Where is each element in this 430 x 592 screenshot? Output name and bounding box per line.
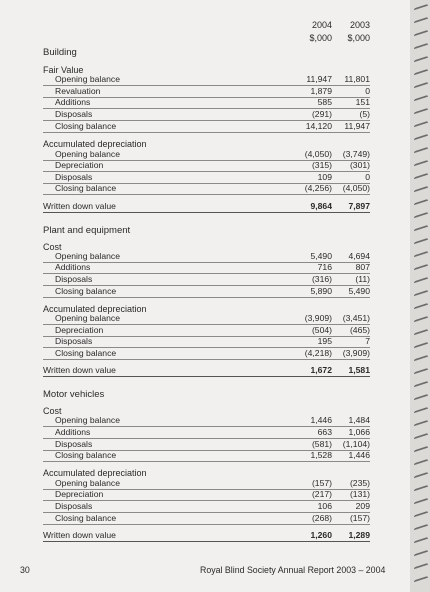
binding-coil xyxy=(414,316,428,327)
binding-coil xyxy=(414,576,428,587)
binding-coil xyxy=(414,160,428,171)
row-label: Closing balance xyxy=(55,121,117,131)
binding-coil xyxy=(414,251,428,262)
row-label: Opening balance xyxy=(55,251,120,261)
binding-coil xyxy=(414,524,428,535)
row-label: Additions xyxy=(55,427,91,437)
binding-coil xyxy=(414,277,428,288)
value-2004: 195 xyxy=(317,336,332,346)
value-2004: 14,120 xyxy=(305,121,332,131)
value-2003: (3,749) xyxy=(342,149,370,159)
value-2003: 0 xyxy=(365,86,370,96)
value-2003: 4,694 xyxy=(348,251,370,261)
row-label: Disposals xyxy=(55,439,93,449)
footer-title: Royal Blind Society Annual Report 2003 – 2004 xyxy=(200,565,386,575)
written-down-value-row xyxy=(43,365,370,377)
value-2004: 109 xyxy=(317,172,332,182)
binding-coil xyxy=(414,186,428,197)
binding-coil xyxy=(414,199,428,210)
binding-coil xyxy=(414,17,428,28)
binding-coil xyxy=(414,433,428,444)
binding-coil xyxy=(414,147,428,158)
value-2004: (3,909) xyxy=(304,313,332,323)
row-label: Additions xyxy=(55,97,91,107)
table-row xyxy=(43,415,370,427)
subsection-title-accumulated-depreciation: Accumulated depreciation xyxy=(43,139,147,149)
value-2004: (4,050) xyxy=(304,149,332,159)
value-2004: 11,947 xyxy=(306,74,332,84)
row-label: Written down value xyxy=(43,365,116,375)
binding-coil xyxy=(414,43,428,54)
subsection-title-fair-value: Fair Value xyxy=(43,65,84,75)
value-2004: (315) xyxy=(311,160,332,170)
value-2003: (3,909) xyxy=(342,348,370,358)
table-row xyxy=(43,348,370,360)
table-row xyxy=(43,262,370,274)
value-2004: 716 xyxy=(317,262,332,272)
binding-coil xyxy=(414,56,428,67)
table-row xyxy=(43,450,370,462)
value-2003: 11,801 xyxy=(344,74,370,84)
row-label: Closing balance xyxy=(55,450,117,460)
binding-coil xyxy=(414,225,428,236)
row-label: Opening balance xyxy=(55,313,120,323)
binding-coil xyxy=(414,134,428,145)
row-label: Depreciation xyxy=(55,160,104,170)
subsection-title-cost: Cost xyxy=(43,242,62,252)
value-2003: 11,947 xyxy=(344,121,370,131)
value-2003: (235) xyxy=(349,478,370,488)
binding-coil xyxy=(414,121,428,132)
value-2003: 7 xyxy=(365,336,370,346)
row-label: Opening balance xyxy=(55,415,120,425)
binding-coil xyxy=(414,82,428,93)
value-2003: 1,289 xyxy=(348,530,370,540)
row-label: Written down value xyxy=(43,201,116,211)
table-row xyxy=(43,97,370,109)
value-2004: (157) xyxy=(311,478,332,488)
table-row xyxy=(43,427,370,439)
value-2004: 1,879 xyxy=(310,86,332,96)
table-row xyxy=(43,274,370,286)
subsection-title-accumulated-depreciation: Accumulated depreciation xyxy=(43,304,147,314)
binding-coil xyxy=(414,303,428,314)
value-2004: (504) xyxy=(311,325,332,335)
value-2004: (4,218) xyxy=(304,348,332,358)
value-2003: 1,581 xyxy=(348,365,370,375)
value-2003: (157) xyxy=(349,513,370,523)
value-2003: (301) xyxy=(349,160,370,170)
value-2003: (4,050) xyxy=(342,183,370,193)
value-2004: (291) xyxy=(311,109,332,119)
binding-coil xyxy=(414,355,428,366)
value-2004: (4,256) xyxy=(304,183,332,193)
value-2004: 1,672 xyxy=(310,365,332,375)
row-label: Disposals xyxy=(55,109,93,119)
binding-coil xyxy=(414,394,428,405)
column-header-2004: 2004 xyxy=(311,20,332,30)
column-unit-2003: $,000 xyxy=(347,33,370,43)
table-row xyxy=(43,286,370,298)
value-2003: 151 xyxy=(355,97,370,107)
row-label: Depreciation xyxy=(55,489,104,499)
binding-coil xyxy=(414,329,428,340)
value-2004: 1,260 xyxy=(310,530,332,540)
section-title-motor-vehicles: Motor vehicles xyxy=(43,389,105,400)
value-2003: 807 xyxy=(355,262,370,272)
table-row xyxy=(43,160,370,172)
row-label: Revaluation xyxy=(55,86,101,96)
binding-coil xyxy=(414,238,428,249)
binding-coil xyxy=(414,342,428,353)
binding-coil xyxy=(414,108,428,119)
value-2003: 7,897 xyxy=(348,201,370,211)
value-2003: (11) xyxy=(355,274,370,284)
row-label: Disposals xyxy=(55,172,93,182)
value-2003: (131) xyxy=(349,489,370,499)
table-row xyxy=(43,183,370,195)
value-2004: (581) xyxy=(311,439,332,449)
column-unit-2004: $,000 xyxy=(309,33,332,43)
binding-coil xyxy=(414,212,428,223)
binding-coil xyxy=(414,537,428,548)
row-label: Disposals xyxy=(55,336,93,346)
row-label: Closing balance xyxy=(55,348,117,358)
value-2003: 1,484 xyxy=(348,415,370,425)
binding-coil xyxy=(414,420,428,431)
written-down-value-row xyxy=(43,201,370,213)
binding-coil xyxy=(414,264,428,275)
binding-coil xyxy=(414,407,428,418)
value-2004: (316) xyxy=(311,274,332,284)
binding-coil xyxy=(414,173,428,184)
value-2003: 209 xyxy=(355,501,370,511)
value-2003: (3,451) xyxy=(342,313,370,323)
row-label: Closing balance xyxy=(55,286,117,296)
value-2003: (465) xyxy=(349,325,370,335)
row-label: Opening balance xyxy=(55,149,120,159)
table-row xyxy=(43,109,370,121)
row-label: Written down value xyxy=(43,530,116,540)
binding-coil xyxy=(414,30,428,41)
value-2004: 1,528 xyxy=(310,450,332,460)
table-row xyxy=(43,121,370,133)
subsection-title-cost: Cost xyxy=(43,406,62,416)
row-label: Opening balance xyxy=(55,478,120,488)
value-2004: (217) xyxy=(311,489,332,499)
table-row xyxy=(43,501,370,513)
binding-coil xyxy=(414,459,428,470)
table-row xyxy=(43,489,370,501)
binding-coil xyxy=(414,550,428,561)
binding-coil xyxy=(414,290,428,301)
value-2004: 1,446 xyxy=(310,415,332,425)
binding-coil xyxy=(414,368,428,379)
section-title-plant-and-equipment: Plant and equipment xyxy=(43,225,131,236)
binding-coil xyxy=(414,485,428,496)
binding-coil xyxy=(414,563,428,574)
row-label: Depreciation xyxy=(55,325,104,335)
section-title-building: Building xyxy=(43,47,77,58)
binding-coil xyxy=(414,95,428,106)
value-2004: 663 xyxy=(317,427,332,437)
binding-coil xyxy=(414,446,428,457)
row-label: Opening balance xyxy=(55,74,120,84)
binding-coil xyxy=(414,498,428,509)
table-row xyxy=(43,74,370,86)
written-down-value-row xyxy=(43,530,370,542)
value-2003: (1,104) xyxy=(342,439,370,449)
value-2003: (5) xyxy=(359,109,370,119)
page-number: 30 xyxy=(20,565,30,575)
row-label: Disposals xyxy=(55,501,93,511)
binding-coil xyxy=(414,511,428,522)
row-label: Closing balance xyxy=(55,183,117,193)
binding-coil xyxy=(414,4,428,15)
value-2003: 0 xyxy=(365,172,370,182)
value-2004: (268) xyxy=(311,513,332,523)
subsection-title-accumulated-depreciation: Accumulated depreciation xyxy=(43,468,147,478)
row-label: Additions xyxy=(55,262,91,272)
value-2004: 5,490 xyxy=(310,251,332,261)
value-2003: 5,490 xyxy=(348,286,370,296)
table-row xyxy=(43,336,370,348)
binding-coil xyxy=(414,381,428,392)
table-row xyxy=(43,513,370,525)
row-label: Disposals xyxy=(55,274,93,284)
value-2004: 106 xyxy=(317,501,332,511)
column-header-2003: 2003 xyxy=(349,20,370,30)
value-2003: 1,446 xyxy=(348,450,370,460)
row-label: Closing balance xyxy=(55,513,117,523)
value-2004: 9,864 xyxy=(310,201,332,211)
binding-coil xyxy=(414,472,428,483)
binding-coil xyxy=(414,69,428,80)
value-2003: 1,066 xyxy=(348,427,370,437)
table-row xyxy=(43,313,370,325)
spiral-binding xyxy=(410,0,430,592)
value-2004: 585 xyxy=(317,97,332,107)
value-2004: 5,890 xyxy=(310,286,332,296)
